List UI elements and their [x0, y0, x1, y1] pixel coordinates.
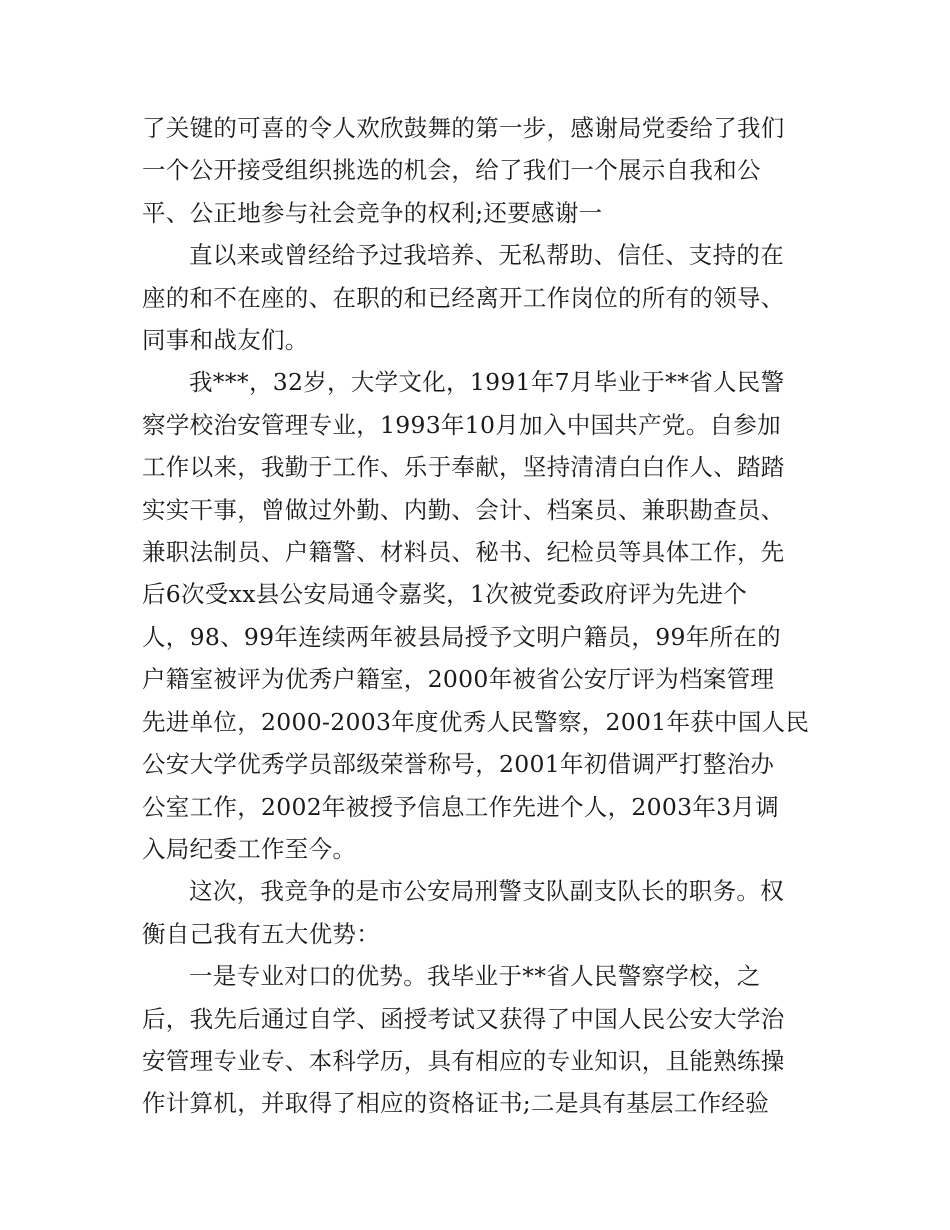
paragraph-4-line-2: 衡自己我有五大优势： — [142, 919, 380, 948]
paragraph-3-line-2: 察学校治安管理专业，1993年10月加入中国共产党。自参加 — [142, 410, 781, 439]
paragraph-3-line-11: 公室工作，2002年被授予信息工作先进个人，2003年3月调 — [142, 792, 780, 821]
document-body — [142, 107, 814, 1125]
paragraph-2-line-1: 直以来或曾经给予过我培养、无私帮助、信任、支持的在 — [189, 241, 784, 270]
paragraph-4-line-1: 这次，我竞争的是市公安局刑警支队副支队长的职务。权 — [189, 877, 784, 906]
paragraph-2-line-3: 同事和战友们。 — [142, 326, 309, 355]
paragraph-5-line-1: 一是专业对口的优势。我毕业于**省人民警察学校，之 — [189, 962, 761, 991]
paragraph-3-line-10: 公安大学优秀学员部级荣誉称号，2001年初借调严打整治办 — [142, 750, 775, 779]
paragraph-2-line-2: 座的和不在座的、在职的和已经离开工作岗位的所有的领导、 — [142, 283, 785, 312]
paragraph-1-line-1: 了关键的可喜的令人欢欣鼓舞的第一步，感谢局党委给了我们 — [142, 114, 785, 142]
paragraph-5-line-2: 后，我先后通过自学、函授考试又获得了中国人民公安大学治 — [142, 1004, 785, 1033]
paragraph-3-line-12: 入局纪委工作至今。 — [142, 834, 357, 863]
paragraph-1-line-2: 一个公开接受组织挑选的机会，给了我们一个展示自我和公 — [142, 156, 761, 185]
paragraph-3-line-4: 实实干事，曾做过外勤、内勤、会计、档案员、兼职勘查员、 — [142, 495, 785, 524]
paragraph-3-line-1: 我***，32岁，大学文化，1991年7月毕业于**省人民警 — [189, 368, 785, 397]
paragraph-3-line-6: 后6次受xx县公安局通令嘉奖，1次被党委政府评为先进个 — [142, 580, 748, 609]
paragraph-3-line-7: 人，98、99年连续两年被县局授予文明户籍员，99年所在的 — [142, 622, 781, 651]
paragraph-5-line-4: 作计算机，并取得了相应的资格证书;二是具有基层工作经验 — [142, 1089, 770, 1118]
paragraph-1-line-3: 平、公正地参与社会竞争的权利;还要感谢一 — [142, 198, 603, 227]
paragraph-3-line-8: 户籍室被评为优秀户籍室，2000年被省公安厅评为档案管理 — [142, 665, 775, 694]
paragraph-5-line-3: 安管理专业专、本科学历，具有相应的专业知识，且能熟练操 — [142, 1046, 785, 1075]
paragraph-3-line-9: 先进单位，2000-2003年度优秀人民警察，2001年获中国人民 — [142, 707, 810, 736]
paragraph-3-line-5: 兼职法制员、户籍警、材料员、秘书、纪检员等具体工作，先 — [142, 538, 785, 567]
paragraph-3-line-3: 工作以来，我勤于工作、乐于奉献，坚持清清白白作人、踏踏 — [142, 453, 785, 482]
